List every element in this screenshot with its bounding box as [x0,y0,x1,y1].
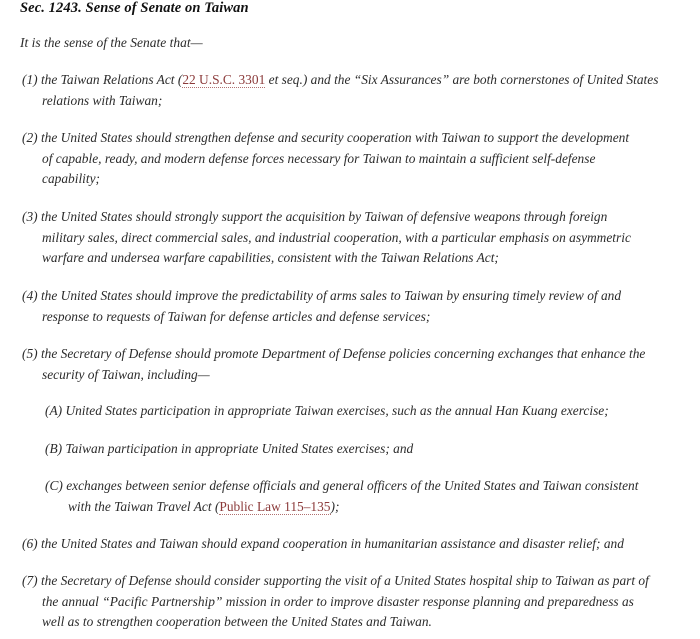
sense-item [45,476,638,517]
sense-item [22,128,629,190]
sense-item [22,534,624,555]
item-line: military sales, direct commercial sales, and industrial cooperation, with a particular emphasis on asymmetric [42,229,631,245]
sense-item [22,344,645,385]
item-line: of capable, ready, and modern defense forces necessary for Taiwan to maintain a sufficient self-defense [42,150,596,166]
item-line: response to requests of Taiwan for defense articles and defense services; [42,308,431,324]
item-line: well as to strengthen cooperation between the United States and Taiwan. [42,614,432,629]
item-line: security of Taiwan, including— [42,366,210,382]
item-line: with the Taiwan Travel Act (Public Law 115–135); [68,498,340,514]
sense-item [22,70,658,111]
citation-link[interactable]: Public Law 115–135 [219,498,331,514]
item-line: capability; [42,171,101,186]
item-line: warfare and undersea warfare capabilities, consistent with the Taiwan Relations Act; [42,250,499,265]
section-heading: Sec. 1243. Sense of Senate on Taiwan [20,0,249,16]
item-line: the annual “Pacific Partnership” mission in order to improve disaster response planning and preparedness as [42,593,634,609]
item-line: (3) the United States should strongly support the acquisition by Taiwan of defensive weapons through foreign [22,209,608,224]
sense-item [22,571,649,633]
lead-sentence: It is the sense of the Senate that— [20,35,203,50]
item-line: (6) the United States and Taiwan should expand cooperation in humanitarian assistance and disaster relief; and [22,536,624,551]
item-line: (4) the United States should improve the predictability of arms sales to Taiwan by ensuring timely review of and [22,288,622,303]
sense-item [45,401,609,422]
item-line: relations with Taiwan; [42,92,163,108]
sense-item [45,439,413,460]
sense-item [22,286,621,327]
sense-item [22,207,631,269]
item-line: (2) the United States should strengthen defense and security cooperation with Taiwan to support the development [22,130,630,145]
item-line: (1) the Taiwan Relations Act (22 U.S.C. 3301 et seq.) and the “Six Assurances” are both cornerstones of United States [22,72,659,87]
item-line: (7) the Secretary of Defense should consider supporting the visit of a United States hospital ship to Taiwan as part of [22,573,649,588]
citation-link[interactable]: 22 U.S.C. 3301 [182,72,266,87]
item-line: (B) Taiwan participation in appropriate United States exercises; and [45,441,414,456]
item-line: (A) United States participation in appropriate Taiwan exercises, such as the annual Han Kuang exercise; [45,403,609,418]
item-line: (C) exchanges between senior defense officials and general officers of the United States and Taiwan consistent [45,478,639,493]
item-line: (5) the Secretary of Defense should promote Department of Defense policies concerning exchanges that enhance the [22,346,646,361]
